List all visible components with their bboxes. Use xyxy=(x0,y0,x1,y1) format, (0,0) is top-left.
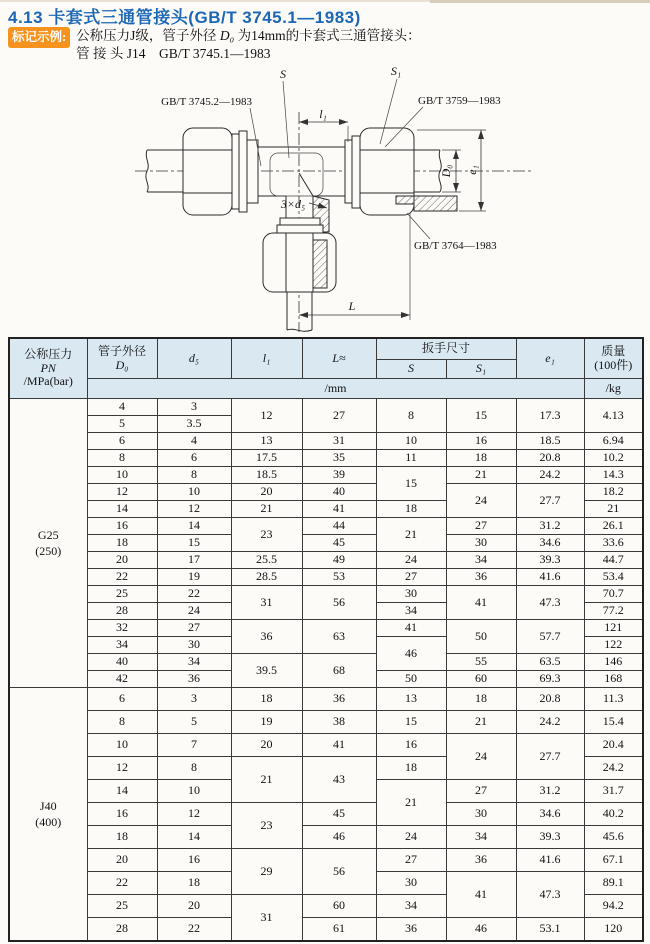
label-gbt-3764: GB/T 3764—1983 xyxy=(414,240,497,252)
table-cell: 4 xyxy=(157,433,231,450)
table-cell: 18.5 xyxy=(516,433,584,450)
table-row xyxy=(9,518,643,535)
table-cell: 36 xyxy=(376,918,446,942)
table-cell: 30 xyxy=(376,872,446,895)
dim-label-e1: e₁ xyxy=(465,165,479,175)
table-row xyxy=(9,918,643,942)
table-cell: 10 xyxy=(376,433,446,450)
table-cell: 12 xyxy=(157,501,231,518)
pn-bar: (250) xyxy=(35,544,62,558)
table-cell: 24.2 xyxy=(516,467,584,484)
table-cell: 31.2 xyxy=(516,518,584,535)
table-cell: 43 xyxy=(302,757,376,803)
table-cell: 12 xyxy=(231,399,302,433)
table-cell: 31.7 xyxy=(584,780,643,803)
label-s1: S₁ xyxy=(390,64,402,78)
table-cell: 10.2 xyxy=(584,450,643,467)
table-cell: 41 xyxy=(376,620,446,637)
table-cell: 49 xyxy=(302,552,376,569)
table-cell: 30 xyxy=(157,637,231,654)
table-cell: 25 xyxy=(87,895,157,918)
label-s: S xyxy=(280,67,286,81)
table-cell: 7 xyxy=(157,734,231,757)
header-l1: l₁ xyxy=(231,338,302,379)
table-cell: 21 xyxy=(231,501,302,518)
table-cell: 34 xyxy=(376,603,446,620)
table-cell: 34.6 xyxy=(516,803,584,826)
table-cell: 44.7 xyxy=(584,552,643,569)
table-cell: 10 xyxy=(87,734,157,757)
table-cell: 24.2 xyxy=(584,757,643,780)
table-cell: 20 xyxy=(231,734,302,757)
table-cell: 4 xyxy=(87,399,157,416)
table-cell: 77.2 xyxy=(584,603,643,620)
table-cell: 31 xyxy=(231,895,302,942)
table-cell: 3 xyxy=(157,399,231,416)
table-cell: 41 xyxy=(446,586,516,620)
dim-label-L: L xyxy=(348,299,356,313)
table-cell: 14 xyxy=(157,518,231,535)
table-cell: 56 xyxy=(302,849,376,895)
table-cell: 12 xyxy=(157,803,231,826)
table-cell: 16 xyxy=(157,849,231,872)
table-cell: 15 xyxy=(376,467,446,501)
table-cell: 18 xyxy=(157,872,231,895)
table-cell: 36 xyxy=(157,671,231,688)
table-cell: 40.2 xyxy=(584,803,643,826)
table-cell: 18.5 xyxy=(231,467,302,484)
table-cell: 60 xyxy=(302,895,376,918)
table-cell: 36 xyxy=(302,688,376,711)
table-cell: 24.2 xyxy=(516,711,584,734)
table-cell: 39.5 xyxy=(231,654,302,688)
table-cell: 39.3 xyxy=(516,552,584,569)
table-cell: 30 xyxy=(446,803,516,826)
table-cell: 120 xyxy=(584,918,643,942)
table-cell: 47.3 xyxy=(516,586,584,620)
table-cell: 16 xyxy=(376,734,446,757)
table-cell: 11 xyxy=(376,450,446,467)
table-cell: 53.1 xyxy=(516,918,584,942)
table-section-j40 xyxy=(9,688,643,942)
table-cell: 67.1 xyxy=(584,849,643,872)
table-cell: 3 xyxy=(157,688,231,711)
table-cell: 27 xyxy=(376,849,446,872)
table-cell: 17.3 xyxy=(516,399,584,433)
table-row xyxy=(9,620,643,637)
table-cell: 45 xyxy=(302,803,376,826)
pn-cell xyxy=(9,688,87,942)
table-cell: 60 xyxy=(446,671,516,688)
header-d0-symbol: D₀ xyxy=(115,357,129,372)
table-cell: 15 xyxy=(446,399,516,433)
table-cell: 18 xyxy=(87,535,157,552)
bottom-branch-nut xyxy=(263,218,336,331)
table-cell: 8 xyxy=(87,711,157,734)
spec-table-header xyxy=(9,338,643,399)
table-cell: 21 xyxy=(376,518,446,552)
table-cell: 18 xyxy=(376,757,446,780)
table-cell: 21 xyxy=(376,780,446,826)
table-cell: 8 xyxy=(157,467,231,484)
table-row xyxy=(9,711,643,734)
table-cell: 6.94 xyxy=(584,433,643,450)
table-cell: 28 xyxy=(87,918,157,942)
table-cell: 25.5 xyxy=(231,552,302,569)
table-cell: 61 xyxy=(302,918,376,942)
header-S: S xyxy=(376,360,446,379)
table-cell: 13 xyxy=(231,433,302,450)
table-cell: 10 xyxy=(157,780,231,803)
table-cell: 42 xyxy=(87,671,157,688)
table-cell: 27.7 xyxy=(516,484,584,518)
dim-label-3xd5: 3×d₅ xyxy=(280,197,306,211)
table-row xyxy=(9,586,643,603)
header-S1: S₁ xyxy=(446,360,516,379)
table-cell: 36 xyxy=(446,569,516,586)
table-cell: 34.6 xyxy=(516,535,584,552)
table-cell: 20 xyxy=(157,895,231,918)
table-cell: 15.4 xyxy=(584,711,643,734)
table-cell: 5 xyxy=(87,416,157,433)
table-cell: 11.3 xyxy=(584,688,643,711)
table-cell: 4.13 xyxy=(584,399,643,433)
table-cell: 50 xyxy=(376,671,446,688)
table-row xyxy=(9,450,643,467)
table-cell: 122 xyxy=(584,637,643,654)
table-cell: 10 xyxy=(157,484,231,501)
table-cell: 53 xyxy=(302,569,376,586)
table-cell: 15 xyxy=(376,711,446,734)
table-cell: 121 xyxy=(584,620,643,637)
table-cell: 41 xyxy=(302,501,376,518)
table-row xyxy=(9,535,643,552)
table-cell: 8 xyxy=(87,450,157,467)
table-cell: 94.2 xyxy=(584,895,643,918)
table-cell: 69.3 xyxy=(516,671,584,688)
table-cell: 53.4 xyxy=(584,569,643,586)
table-cell: 13 xyxy=(376,688,446,711)
table-cell: 23 xyxy=(231,803,302,849)
table-cell: 30 xyxy=(446,535,516,552)
table-cell: 45.6 xyxy=(584,826,643,849)
table-cell: 55 xyxy=(446,654,516,671)
table-cell: 21 xyxy=(584,501,643,518)
table-cell: 6 xyxy=(157,450,231,467)
header-unit-mm: /mm xyxy=(87,379,584,399)
table-cell: 31.2 xyxy=(516,780,584,803)
table-cell: 5 xyxy=(157,711,231,734)
pn-code: G25 xyxy=(37,528,59,542)
table-cell: 19 xyxy=(157,569,231,586)
table-cell: 41.6 xyxy=(516,569,584,586)
header-pn-unit: /MPa(bar) xyxy=(23,374,73,389)
tee-fitting-drawing xyxy=(0,55,650,337)
header-d0 xyxy=(87,338,157,379)
table-cell: 3.5 xyxy=(157,416,231,433)
table-cell: 21 xyxy=(446,711,516,734)
table-cell: 12 xyxy=(87,484,157,501)
table-cell: 18 xyxy=(231,688,302,711)
table-cell: 57.7 xyxy=(516,620,584,654)
table-cell: 36 xyxy=(446,849,516,872)
table-cell: 31 xyxy=(231,586,302,620)
table-cell: 24 xyxy=(446,484,516,518)
table-cell: 10 xyxy=(87,467,157,484)
table-cell: 12 xyxy=(87,757,157,780)
table-cell: 34 xyxy=(87,637,157,654)
table-cell: 20.8 xyxy=(516,688,584,711)
table-cell: 41 xyxy=(446,872,516,918)
table-cell: 35 xyxy=(302,450,376,467)
table-cell: 22 xyxy=(87,569,157,586)
spec-table xyxy=(8,337,644,942)
table-cell: 40 xyxy=(302,484,376,501)
table-cell: 18 xyxy=(446,450,516,467)
table-cell: 22 xyxy=(87,872,157,895)
table-cell: 22 xyxy=(157,586,231,603)
header-pn-cn: 公称压力 xyxy=(24,346,73,361)
pn-bar: (400) xyxy=(35,815,62,829)
table-cell: 41.6 xyxy=(516,849,584,872)
table-cell: 36 xyxy=(231,620,302,654)
example-line2: 管 接 头 J14 GB/T 3745.1—1983 xyxy=(76,46,271,61)
pn-code: J40 xyxy=(39,799,57,813)
table-cell: 17.5 xyxy=(231,450,302,467)
table-row xyxy=(9,467,643,484)
table-cell: 18.2 xyxy=(584,484,643,501)
table-row xyxy=(9,552,643,569)
table-cell: 32 xyxy=(87,620,157,637)
table-cell: 46 xyxy=(376,637,446,671)
header-L: L≈ xyxy=(302,338,376,379)
table-cell: 27 xyxy=(446,780,516,803)
table-row xyxy=(9,849,643,872)
table-cell: 89.1 xyxy=(584,872,643,895)
table-cell: 6 xyxy=(87,688,157,711)
table-row xyxy=(9,484,643,501)
table-cell: 70.7 xyxy=(584,586,643,603)
header-mass-cn: 质量 xyxy=(601,343,626,358)
section-title: 4.13 卡套式三通管接头(GB/T 3745.1—1983) xyxy=(8,8,361,27)
table-section-g25 xyxy=(9,399,643,688)
dim-label-d0: D₀ xyxy=(439,164,453,178)
table-cell: 27 xyxy=(446,518,516,535)
table-cell: 18 xyxy=(376,501,446,518)
table-cell: 8 xyxy=(157,757,231,780)
table-cell: 16 xyxy=(87,518,157,535)
table-cell: 146 xyxy=(584,654,643,671)
table-row xyxy=(9,803,643,826)
marking-example-badge: 标记示例: xyxy=(8,27,70,48)
table-cell: 20 xyxy=(87,849,157,872)
table-cell: 40 xyxy=(87,654,157,671)
table-cell: 34 xyxy=(446,826,516,849)
label-gbt-3759: GB/T 3759—1983 xyxy=(418,95,501,107)
table-cell: 45 xyxy=(302,535,376,552)
table-cell: 24 xyxy=(157,603,231,620)
table-cell: 47.3 xyxy=(516,872,584,918)
table-cell: 41 xyxy=(302,734,376,757)
table-cell: 23 xyxy=(231,518,302,552)
table-row xyxy=(9,399,643,416)
table-cell: 31 xyxy=(302,433,376,450)
table-cell: 39 xyxy=(302,467,376,484)
table-cell: 24 xyxy=(376,552,446,569)
table-cell: 50 xyxy=(446,620,516,654)
table-cell: 26.1 xyxy=(584,518,643,535)
table-cell: 30 xyxy=(376,586,446,603)
table-row xyxy=(9,433,643,450)
header-mass xyxy=(584,338,643,379)
table-cell: 28 xyxy=(87,603,157,620)
table-cell: 18 xyxy=(446,688,516,711)
table-cell: 24 xyxy=(446,734,516,780)
left-pipe-and-nut xyxy=(146,128,247,215)
table-cell: 63 xyxy=(302,620,376,654)
table-cell: 29 xyxy=(231,849,302,895)
table-cell: 21 xyxy=(446,467,516,484)
pn-cell xyxy=(9,399,87,688)
table-cell: 14 xyxy=(157,826,231,849)
table-cell: 34 xyxy=(376,895,446,918)
header-unit-kg: /kg xyxy=(584,379,643,399)
table-cell: 14 xyxy=(87,780,157,803)
header-d5: d₅ xyxy=(157,338,231,379)
table-cell: 46 xyxy=(446,918,516,942)
table-cell: 27 xyxy=(302,399,376,433)
table-cell: 22 xyxy=(157,918,231,942)
dim-label-l1: l₁ xyxy=(319,107,327,121)
table-cell: 27 xyxy=(157,620,231,637)
table-cell: 34 xyxy=(157,654,231,671)
table-cell: 20.8 xyxy=(516,450,584,467)
table-row xyxy=(9,688,643,711)
table-cell: 39.3 xyxy=(516,826,584,849)
table-cell: 17 xyxy=(157,552,231,569)
table-cell: 44 xyxy=(302,518,376,535)
header-e1: e₁ xyxy=(516,338,584,379)
table-cell: 63.5 xyxy=(516,654,584,671)
table-cell: 14 xyxy=(87,501,157,518)
table-cell: 24 xyxy=(376,826,446,849)
table-cell: 20 xyxy=(231,484,302,501)
table-cell: 8 xyxy=(376,399,446,433)
table-cell: 14.3 xyxy=(584,467,643,484)
table-cell: 34 xyxy=(446,552,516,569)
table-cell: 33.6 xyxy=(584,535,643,552)
table-cell: 168 xyxy=(584,671,643,688)
table-cell: 6 xyxy=(87,433,157,450)
table-cell: 27 xyxy=(376,569,446,586)
header-wrench-size: 扳手尺寸 xyxy=(376,338,516,360)
label-gbt-3745-2: GB/T 3745.2—1983 xyxy=(161,96,252,108)
table-cell: 21 xyxy=(231,757,302,803)
table-row xyxy=(9,734,643,757)
table-cell: 68 xyxy=(302,654,376,688)
example-line1-pre: 公称压力J级，管子外径 xyxy=(76,28,220,43)
table-cell: 19 xyxy=(231,711,302,734)
header-pn-symbol: PN xyxy=(40,360,56,375)
table-cell: 20 xyxy=(87,552,157,569)
example-line1-post: 为14mm的卡套式三通管接头： xyxy=(234,28,421,43)
table-cell: 46 xyxy=(302,826,376,849)
header-d0-cn: 管子外径 xyxy=(97,343,146,358)
table-row xyxy=(9,654,643,671)
table-cell: 18 xyxy=(87,826,157,849)
table-row xyxy=(9,569,643,586)
table-cell: 15 xyxy=(157,535,231,552)
table-cell: 20.4 xyxy=(584,734,643,757)
page-top-rule-dark xyxy=(430,0,650,3)
table-cell: 38 xyxy=(302,711,376,734)
table-cell: 27.7 xyxy=(516,734,584,780)
table-cell: 25 xyxy=(87,586,157,603)
example-line1-variable: D₀ xyxy=(219,28,235,43)
table-cell: 16 xyxy=(446,433,516,450)
header-mass-qty: (100件) xyxy=(594,357,633,372)
table-cell: 28.5 xyxy=(231,569,302,586)
header-pn xyxy=(9,338,87,399)
table-cell: 16 xyxy=(87,803,157,826)
table-row xyxy=(9,826,643,849)
table-cell: 56 xyxy=(302,586,376,620)
